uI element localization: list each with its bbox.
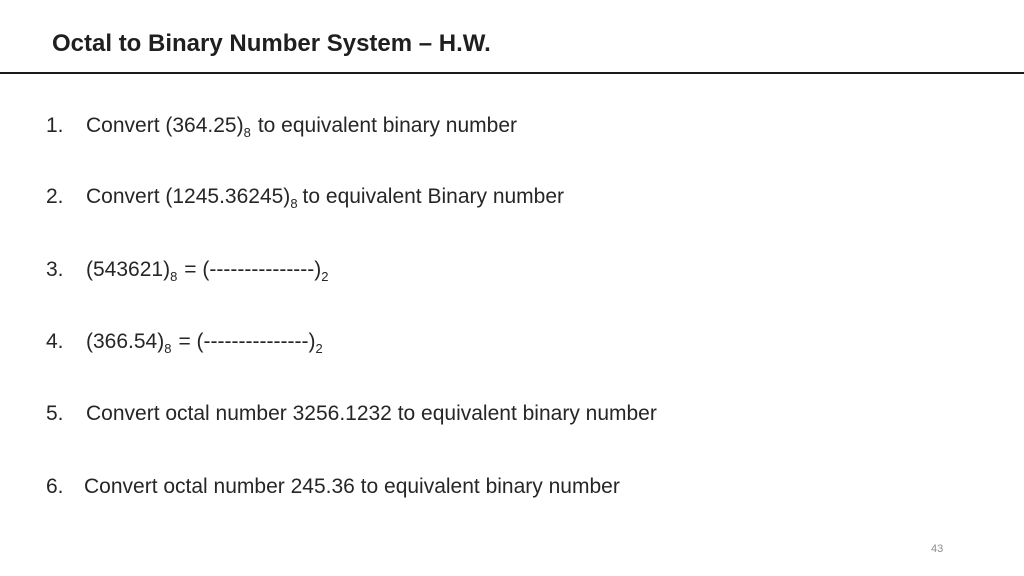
base-subscript: 8 <box>243 125 251 140</box>
list-item-6 <box>46 476 620 497</box>
item-text: Convert octal number 245.36 to equivalent binary number <box>84 475 620 498</box>
item-number: 1. <box>46 114 64 137</box>
item-text: Convert (364.25) <box>86 114 244 137</box>
result-base-subscript: 2 <box>321 269 329 284</box>
item-equation: = (---------------) <box>178 330 316 353</box>
base-subscript: 8 <box>290 196 298 211</box>
item-text: (366.54) <box>86 330 165 353</box>
page-number: 43 <box>931 543 944 555</box>
list-item-1 <box>46 114 517 140</box>
item-number: 3. <box>46 258 64 281</box>
item-text-suffix: to equivalent Binary number <box>302 185 565 208</box>
base-subscript: 8 <box>164 341 172 356</box>
list-item-2 <box>46 185 565 211</box>
item-text: Convert octal number 3256.1232 to equivalent binary number <box>86 402 657 425</box>
item-text-suffix: to equivalent binary number <box>257 114 517 137</box>
list-item-5 <box>46 403 657 424</box>
list-item-3 <box>46 258 329 284</box>
item-number: 4. <box>46 330 64 353</box>
title-divider <box>0 72 1024 74</box>
base-subscript: 8 <box>170 269 178 284</box>
item-equation: = (---------------) <box>184 258 322 281</box>
item-number: 6. <box>46 475 64 498</box>
result-base-subscript: 2 <box>315 341 323 356</box>
item-text: (543621) <box>86 258 171 281</box>
item-number: 5. <box>46 402 64 425</box>
item-number: 2. <box>46 185 64 208</box>
list-item-4 <box>46 330 323 356</box>
item-text: Convert (1245.36245) <box>86 185 291 208</box>
slide-title: Octal to Binary Number System – H.W. <box>52 30 491 57</box>
